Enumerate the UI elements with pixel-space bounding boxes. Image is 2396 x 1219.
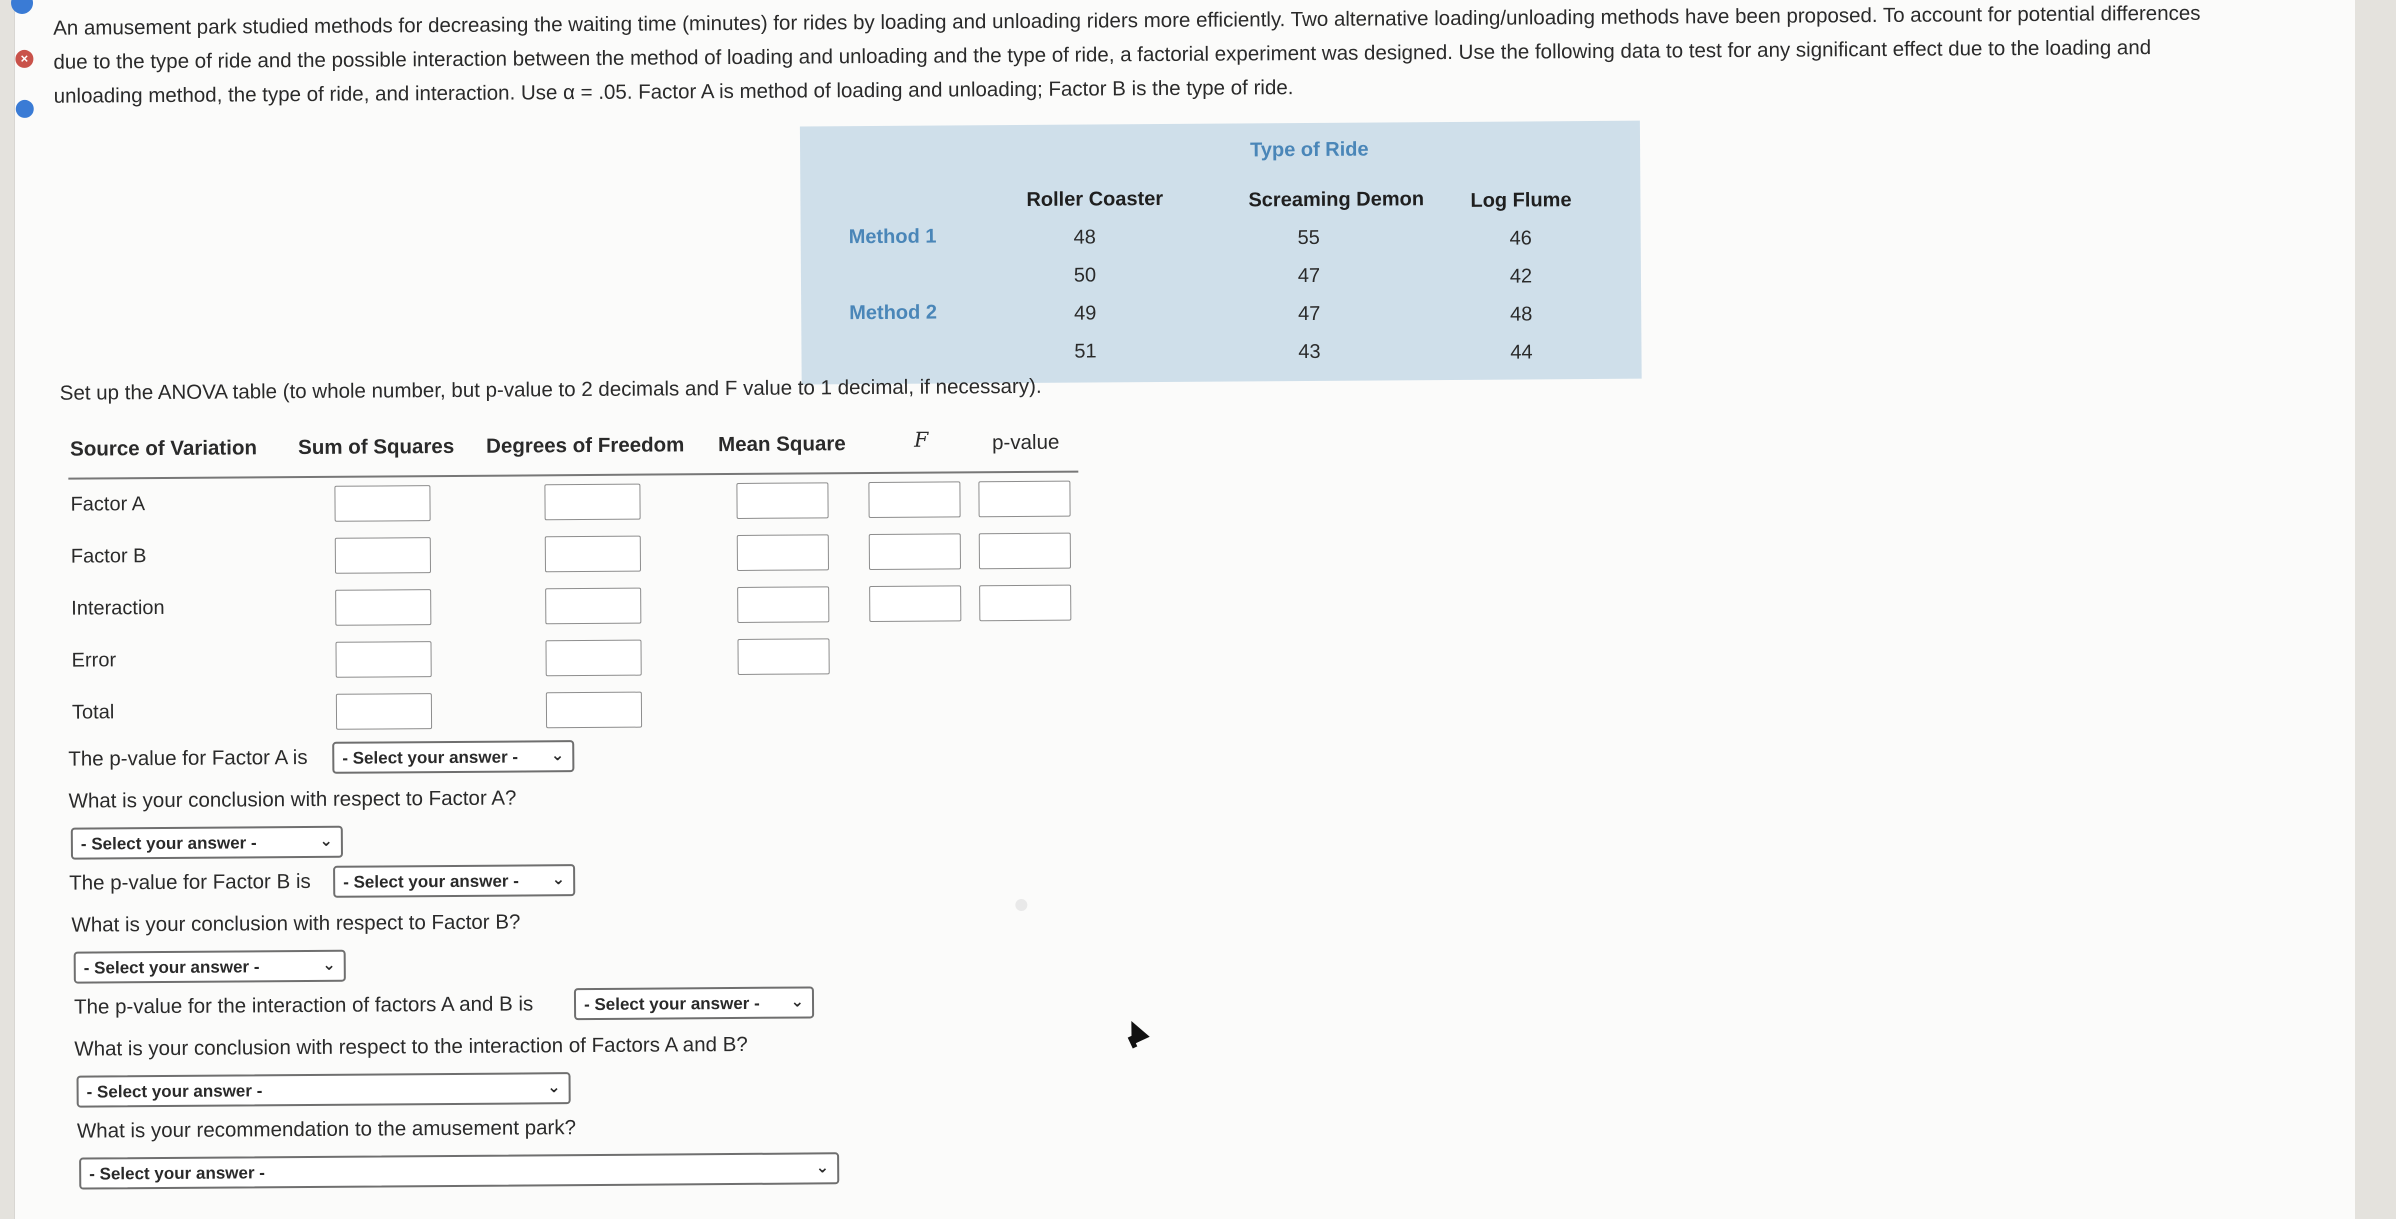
chevron-down-icon: ⌄ bbox=[550, 747, 565, 765]
status-dot-icon bbox=[11, 0, 33, 14]
chevron-down-icon: ⌄ bbox=[790, 993, 805, 1011]
table-cell: 47 bbox=[1298, 302, 1321, 326]
status-dot-icon bbox=[16, 100, 34, 118]
problem-statement bbox=[53, 0, 2354, 114]
select-value: - Select your answer - bbox=[343, 871, 519, 892]
instructions-text: Set up the ANOVA table (to whole number, but p-value to 2 decimals and F value to 1 decimal, if necessary). bbox=[59, 374, 1042, 405]
chevron-down-icon: ⌄ bbox=[319, 832, 333, 850]
select-value: - Select your answer - bbox=[80, 833, 257, 854]
ss-factor-b-input[interactable] bbox=[335, 537, 431, 574]
column-header: Roller Coaster bbox=[1026, 187, 1164, 211]
anova-header: p-value bbox=[992, 430, 1060, 455]
ms-factor-a-input[interactable] bbox=[736, 482, 828, 519]
column-header: Screaming Demon bbox=[1248, 188, 1425, 212]
select-value: - Select your answer - bbox=[89, 1163, 265, 1184]
df-error-input[interactable] bbox=[545, 640, 641, 677]
table-cell: 48 bbox=[1073, 226, 1096, 249]
table-cell: 48 bbox=[1510, 303, 1533, 326]
x-circle-icon: × bbox=[15, 50, 33, 68]
source-label: Interaction bbox=[71, 596, 165, 620]
problem-line: unloading method, the type of ride, and interaction. Use α = .05. Factor A is method of loading and unloading; Factor B is the type of ride. bbox=[53, 76, 1294, 108]
ss-factor-a-input[interactable] bbox=[334, 485, 430, 522]
table-title: Type of Ride bbox=[1250, 138, 1369, 162]
anova-header: F bbox=[914, 427, 929, 452]
conclusion-interaction-select[interactable] bbox=[77, 1072, 571, 1107]
ms-factor-b-input[interactable] bbox=[737, 534, 829, 571]
chevron-down-icon: ⌄ bbox=[815, 1159, 830, 1177]
conclusion-interaction-label: What is your conclusion with respect to the interaction of Factors A and B? bbox=[74, 1032, 748, 1061]
problem-line: An amusement park studied methods for decreasing the waiting time (minutes) for rides by loading and unloading riders more efficiently. Two alternative loading/unloading methods have been proposed. To account for potential differences bbox=[53, 1, 2201, 40]
select-value: - Select your answer - bbox=[83, 957, 260, 978]
df-interaction-input[interactable] bbox=[545, 588, 641, 625]
df-factor-b-input[interactable] bbox=[545, 536, 641, 573]
column-header: Log Flume bbox=[1470, 189, 1572, 212]
source-label: Total bbox=[71, 701, 115, 724]
table-cell: 49 bbox=[1074, 302, 1097, 325]
f-factor-b-input[interactable] bbox=[869, 533, 961, 570]
p-factor-a-label: The p-value for Factor A is bbox=[68, 745, 308, 771]
chevron-down-icon: ⌄ bbox=[551, 871, 566, 889]
source-label: Factor B bbox=[70, 545, 147, 568]
row-label: Method 1 bbox=[848, 225, 937, 249]
p-factor-b-input[interactable] bbox=[979, 533, 1071, 570]
anova-header: Source of Variation bbox=[70, 436, 258, 461]
ss-error-input[interactable] bbox=[335, 641, 431, 678]
f-factor-a-input[interactable] bbox=[868, 481, 960, 518]
df-total-input[interactable] bbox=[546, 692, 642, 729]
table-cell: 50 bbox=[1073, 264, 1097, 287]
ss-total-input[interactable] bbox=[336, 693, 432, 730]
conclusion-b-select[interactable] bbox=[74, 950, 346, 984]
chevron-down-icon: ⌄ bbox=[322, 956, 336, 974]
anova-header: Degrees of Freedom bbox=[486, 433, 685, 458]
ms-error-input[interactable] bbox=[737, 638, 829, 675]
select-value: - Select your answer - bbox=[342, 747, 519, 768]
header-rule bbox=[68, 471, 1078, 480]
source-label: Factor A bbox=[70, 493, 146, 516]
select-value: - Select your answer - bbox=[86, 1081, 263, 1102]
select-value: - Select your answer - bbox=[583, 993, 760, 1015]
recommendation-label: What is your recommendation to the amusement park? bbox=[76, 1116, 577, 1143]
row-label: Method 2 bbox=[849, 301, 938, 325]
table-cell: 43 bbox=[1298, 340, 1321, 364]
table-cell: 55 bbox=[1297, 226, 1320, 250]
conclusion-a-select[interactable] bbox=[71, 826, 343, 860]
p-factor-a-select[interactable] bbox=[332, 740, 574, 774]
p-factor-b-select[interactable] bbox=[333, 864, 575, 898]
anova-table bbox=[68, 427, 1078, 724]
problem-line: due to the type of ride and the possible interaction between the method of loading and unloading and the type of ride, a factorial experiment was designed. Use the following data to test for any significant effect due to the loading and bbox=[53, 36, 2152, 74]
data-table bbox=[800, 121, 1642, 385]
source-label: Error bbox=[71, 649, 117, 672]
chevron-down-icon: ⌄ bbox=[547, 1079, 561, 1097]
p-factor-b-label: The p-value for Factor B is bbox=[69, 869, 311, 895]
p-interaction-label: The p-value for the interaction of factors A and B is bbox=[73, 992, 534, 1019]
p-interaction-select[interactable] bbox=[574, 986, 814, 1020]
recommendation-select[interactable] bbox=[79, 1152, 839, 1189]
p-factor-a-input[interactable] bbox=[978, 481, 1070, 518]
table-cell: 51 bbox=[1074, 340, 1097, 363]
anova-header: Sum of Squares bbox=[298, 434, 455, 460]
table-cell: 47 bbox=[1297, 264, 1321, 288]
ms-interaction-input[interactable] bbox=[737, 586, 829, 623]
conclusion-a-label: What is your conclusion with respect to Factor A? bbox=[68, 786, 517, 813]
table-cell: 42 bbox=[1509, 265, 1533, 288]
conclusion-b-label: What is your conclusion with respect to Factor B? bbox=[71, 910, 521, 937]
f-interaction-input[interactable] bbox=[869, 585, 961, 622]
p-interaction-input[interactable] bbox=[979, 585, 1071, 622]
question-page bbox=[14, 0, 2355, 1219]
ss-interaction-input[interactable] bbox=[335, 589, 431, 626]
anova-header: Mean Square bbox=[718, 432, 846, 457]
table-cell: 46 bbox=[1509, 227, 1532, 250]
df-factor-a-input[interactable] bbox=[544, 484, 640, 521]
table-cell: 44 bbox=[1510, 341, 1533, 364]
loading-indicator bbox=[1015, 899, 1027, 911]
